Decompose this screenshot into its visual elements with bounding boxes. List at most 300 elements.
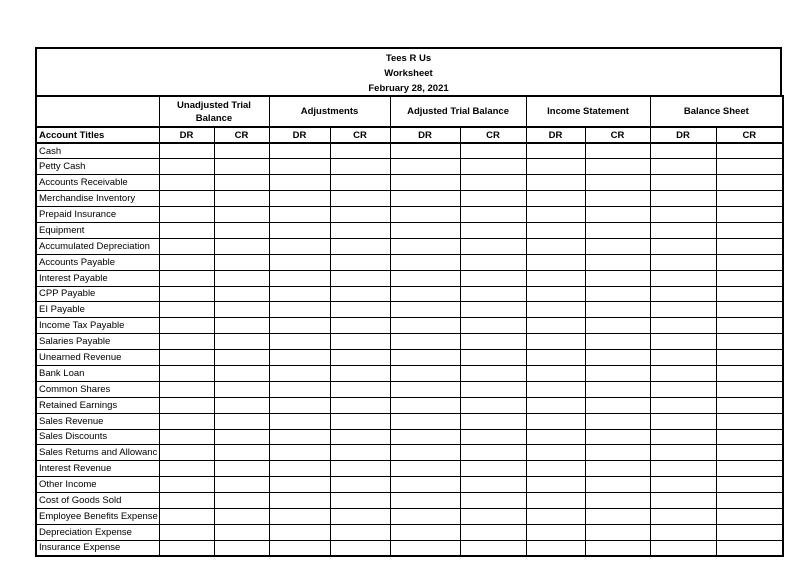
credit-cell[interactable] [214, 175, 269, 191]
account-title: Petty Cash [36, 159, 159, 175]
debit-cell[interactable] [390, 540, 460, 556]
credit-cell[interactable] [460, 286, 526, 302]
credit-cell[interactable] [585, 461, 650, 477]
credit-cell[interactable] [716, 222, 783, 238]
credit-cell[interactable] [716, 493, 783, 509]
debit-cell[interactable] [159, 540, 214, 556]
debit-cell[interactable] [650, 175, 716, 191]
credit-cell[interactable] [214, 477, 269, 493]
debit-cell[interactable] [526, 381, 585, 397]
account-title: Accounts Payable [36, 254, 159, 270]
credit-cell[interactable] [716, 175, 783, 191]
credit-cell[interactable] [330, 207, 390, 223]
credit-cell[interactable] [330, 540, 390, 556]
debit-cell[interactable] [269, 524, 330, 540]
debit-cell[interactable] [650, 286, 716, 302]
debit-cell[interactable] [159, 493, 214, 509]
debit-cell[interactable] [526, 191, 585, 207]
debit-cell[interactable] [390, 445, 460, 461]
debit-cell[interactable] [159, 413, 214, 429]
credit-cell[interactable] [716, 445, 783, 461]
credit-cell[interactable] [330, 286, 390, 302]
debit-cell[interactable] [159, 397, 214, 413]
debit-cell[interactable] [650, 238, 716, 254]
account-title: Other Income [36, 477, 159, 493]
debit-cell[interactable] [159, 175, 214, 191]
debit-cell[interactable] [269, 238, 330, 254]
debit-cell[interactable] [526, 175, 585, 191]
credit-cell[interactable] [460, 175, 526, 191]
credit-cell[interactable] [460, 461, 526, 477]
debit-cell[interactable] [526, 445, 585, 461]
credit-cell[interactable] [214, 429, 269, 445]
worksheet-table [35, 95, 784, 557]
debit-cell[interactable] [269, 493, 330, 509]
credit-cell[interactable] [716, 413, 783, 429]
credit-cell[interactable] [330, 397, 390, 413]
credit-cell[interactable] [460, 191, 526, 207]
debit-cell[interactable] [390, 381, 460, 397]
credit-cell[interactable] [716, 254, 783, 270]
debit-cell[interactable] [526, 334, 585, 350]
debit-cell[interactable] [269, 286, 330, 302]
account-row [36, 270, 783, 286]
credit-cell[interactable] [330, 254, 390, 270]
debit-cell[interactable] [269, 445, 330, 461]
debit-cell[interactable] [650, 477, 716, 493]
debit-cell[interactable] [526, 238, 585, 254]
debit-cell[interactable] [390, 350, 460, 366]
credit-cell[interactable] [716, 429, 783, 445]
debit-cell[interactable] [650, 413, 716, 429]
credit-cell[interactable] [330, 477, 390, 493]
credit-cell[interactable] [330, 508, 390, 524]
debit-header: DR [390, 127, 460, 143]
credit-cell[interactable] [330, 365, 390, 381]
debit-cell[interactable] [390, 207, 460, 223]
credit-cell[interactable] [585, 302, 650, 318]
debit-cell[interactable] [650, 524, 716, 540]
credit-cell[interactable] [214, 524, 269, 540]
debit-cell[interactable] [159, 318, 214, 334]
debit-cell[interactable] [650, 445, 716, 461]
credit-cell[interactable] [460, 350, 526, 366]
credit-cell[interactable] [716, 365, 783, 381]
debit-cell[interactable] [159, 222, 214, 238]
credit-cell[interactable] [460, 397, 526, 413]
debit-cell[interactable] [269, 334, 330, 350]
debit-cell[interactable] [650, 159, 716, 175]
credit-cell[interactable] [460, 365, 526, 381]
credit-cell[interactable] [460, 334, 526, 350]
credit-cell[interactable] [716, 334, 783, 350]
account-title: Insurance Expense [36, 540, 159, 556]
credit-cell[interactable] [330, 350, 390, 366]
account-row [36, 445, 783, 461]
debit-cell[interactable] [269, 477, 330, 493]
credit-cell[interactable] [716, 350, 783, 366]
debit-cell[interactable] [269, 365, 330, 381]
debit-cell[interactable] [526, 302, 585, 318]
credit-cell[interactable] [585, 397, 650, 413]
credit-cell[interactable] [330, 524, 390, 540]
debit-cell[interactable] [159, 238, 214, 254]
credit-cell[interactable] [716, 207, 783, 223]
credit-cell[interactable] [585, 493, 650, 509]
credit-cell[interactable] [585, 429, 650, 445]
debit-cell[interactable] [390, 477, 460, 493]
account-title: Prepaid Insurance [36, 207, 159, 223]
credit-cell[interactable] [460, 159, 526, 175]
debit-header: DR [159, 127, 214, 143]
debit-cell[interactable] [390, 334, 460, 350]
credit-cell[interactable] [460, 540, 526, 556]
debit-cell[interactable] [390, 270, 460, 286]
credit-cell[interactable] [585, 254, 650, 270]
debit-cell[interactable] [526, 461, 585, 477]
credit-cell[interactable] [716, 286, 783, 302]
debit-cell[interactable] [650, 508, 716, 524]
credit-cell[interactable] [585, 159, 650, 175]
debit-cell[interactable] [390, 143, 460, 159]
debit-cell[interactable] [390, 365, 460, 381]
credit-cell[interactable] [716, 270, 783, 286]
debit-cell[interactable] [390, 254, 460, 270]
debit-cell[interactable] [526, 207, 585, 223]
account-title: Income Tax Payable [36, 318, 159, 334]
credit-header: CR [585, 127, 650, 143]
account-row [36, 207, 783, 223]
credit-cell[interactable] [330, 318, 390, 334]
debit-cell[interactable] [650, 143, 716, 159]
debit-cell[interactable] [526, 508, 585, 524]
debit-cell[interactable] [269, 222, 330, 238]
debit-cell[interactable] [390, 524, 460, 540]
credit-header: CR [330, 127, 390, 143]
debit-cell[interactable] [526, 222, 585, 238]
credit-cell[interactable] [330, 238, 390, 254]
debit-cell[interactable] [650, 540, 716, 556]
credit-cell[interactable] [214, 350, 269, 366]
credit-cell[interactable] [585, 222, 650, 238]
account-row [36, 365, 783, 381]
credit-cell[interactable] [585, 143, 650, 159]
debit-cell[interactable] [390, 302, 460, 318]
debit-cell[interactable] [650, 429, 716, 445]
debit-cell[interactable] [159, 143, 214, 159]
debit-cell[interactable] [526, 413, 585, 429]
account-title: Sales Discounts [36, 429, 159, 445]
debit-cell[interactable] [390, 508, 460, 524]
debit-cell[interactable] [390, 222, 460, 238]
credit-cell[interactable] [460, 207, 526, 223]
account-row [36, 238, 783, 254]
debit-cell[interactable] [390, 493, 460, 509]
credit-cell[interactable] [214, 222, 269, 238]
group-balance-sheet: Balance Sheet [650, 96, 783, 127]
account-row [36, 524, 783, 540]
debit-cell[interactable] [526, 524, 585, 540]
credit-cell[interactable] [716, 508, 783, 524]
credit-cell[interactable] [585, 191, 650, 207]
debit-cell[interactable] [159, 302, 214, 318]
debit-cell[interactable] [159, 286, 214, 302]
debit-cell[interactable] [650, 302, 716, 318]
credit-cell[interactable] [716, 143, 783, 159]
debit-cell[interactable] [390, 286, 460, 302]
credit-cell[interactable] [716, 524, 783, 540]
debit-cell[interactable] [526, 159, 585, 175]
credit-cell[interactable] [585, 318, 650, 334]
debit-cell[interactable] [159, 254, 214, 270]
credit-cell[interactable] [330, 191, 390, 207]
credit-cell[interactable] [214, 254, 269, 270]
debit-cell[interactable] [159, 350, 214, 366]
debit-cell[interactable] [269, 429, 330, 445]
debit-cell[interactable] [269, 508, 330, 524]
debit-cell[interactable] [269, 302, 330, 318]
credit-cell[interactable] [330, 143, 390, 159]
credit-cell[interactable] [460, 413, 526, 429]
credit-cell[interactable] [716, 318, 783, 334]
account-row [36, 461, 783, 477]
credit-cell[interactable] [460, 143, 526, 159]
debit-cell[interactable] [159, 191, 214, 207]
debit-cell[interactable] [650, 191, 716, 207]
credit-cell[interactable] [330, 222, 390, 238]
debit-cell[interactable] [650, 207, 716, 223]
debit-cell[interactable] [650, 381, 716, 397]
debit-cell[interactable] [526, 270, 585, 286]
credit-cell[interactable] [585, 381, 650, 397]
credit-cell[interactable] [716, 191, 783, 207]
credit-cell[interactable] [214, 493, 269, 509]
account-title: Bank Loan [36, 365, 159, 381]
debit-cell[interactable] [390, 461, 460, 477]
credit-cell[interactable] [214, 365, 269, 381]
credit-cell[interactable] [716, 397, 783, 413]
account-title: EI Payable [36, 302, 159, 318]
credit-cell[interactable] [214, 238, 269, 254]
credit-cell[interactable] [214, 334, 269, 350]
credit-cell[interactable] [214, 191, 269, 207]
debit-cell[interactable] [390, 175, 460, 191]
debit-cell[interactable] [269, 191, 330, 207]
debit-cell[interactable] [526, 143, 585, 159]
credit-cell[interactable] [330, 334, 390, 350]
debit-cell[interactable] [269, 254, 330, 270]
credit-cell[interactable] [585, 207, 650, 223]
credit-cell[interactable] [214, 302, 269, 318]
account-titles-header: Account Titles [36, 127, 159, 143]
credit-cell[interactable] [585, 477, 650, 493]
debit-cell[interactable] [159, 477, 214, 493]
debit-cell[interactable] [159, 270, 214, 286]
credit-header: CR [716, 127, 783, 143]
credit-cell[interactable] [460, 270, 526, 286]
credit-cell[interactable] [330, 175, 390, 191]
credit-cell[interactable] [330, 381, 390, 397]
debit-cell[interactable] [526, 350, 585, 366]
debit-cell[interactable] [269, 270, 330, 286]
credit-cell[interactable] [214, 381, 269, 397]
debit-cell[interactable] [159, 365, 214, 381]
credit-cell[interactable] [214, 413, 269, 429]
debit-cell[interactable] [390, 397, 460, 413]
account-title: Cost of Goods Sold [36, 493, 159, 509]
debit-cell[interactable] [390, 413, 460, 429]
credit-cell[interactable] [460, 493, 526, 509]
credit-cell[interactable] [716, 302, 783, 318]
credit-cell[interactable] [585, 445, 650, 461]
credit-cell[interactable] [460, 445, 526, 461]
credit-cell[interactable] [214, 540, 269, 556]
debit-cell[interactable] [650, 270, 716, 286]
credit-cell[interactable] [330, 445, 390, 461]
debit-cell[interactable] [159, 445, 214, 461]
credit-cell[interactable] [585, 334, 650, 350]
credit-cell[interactable] [460, 381, 526, 397]
credit-cell[interactable] [460, 508, 526, 524]
debit-cell[interactable] [390, 429, 460, 445]
debit-cell[interactable] [526, 397, 585, 413]
account-titles-spacer [36, 96, 159, 127]
credit-cell[interactable] [214, 286, 269, 302]
debit-cell[interactable] [269, 143, 330, 159]
account-row [36, 334, 783, 350]
debit-cell[interactable] [269, 159, 330, 175]
credit-cell[interactable] [460, 524, 526, 540]
credit-cell[interactable] [716, 159, 783, 175]
debit-cell[interactable] [526, 318, 585, 334]
debit-cell[interactable] [526, 540, 585, 556]
debit-cell[interactable] [269, 540, 330, 556]
debit-cell[interactable] [269, 397, 330, 413]
credit-cell[interactable] [330, 302, 390, 318]
credit-cell[interactable] [330, 413, 390, 429]
debit-cell[interactable] [650, 334, 716, 350]
credit-cell[interactable] [585, 413, 650, 429]
account-row [36, 350, 783, 366]
credit-cell[interactable] [214, 508, 269, 524]
debit-cell[interactable] [159, 524, 214, 540]
debit-cell[interactable] [269, 207, 330, 223]
debit-cell[interactable] [159, 508, 214, 524]
credit-cell[interactable] [214, 318, 269, 334]
debit-cell[interactable] [526, 429, 585, 445]
debit-cell[interactable] [269, 318, 330, 334]
debit-cell[interactable] [650, 318, 716, 334]
credit-cell[interactable] [330, 493, 390, 509]
group-unadjusted-trial-balance: Unadjusted Trial Balance [159, 96, 269, 127]
credit-cell[interactable] [716, 238, 783, 254]
credit-cell[interactable] [716, 540, 783, 556]
account-title: Interest Payable [36, 270, 159, 286]
credit-cell[interactable] [330, 461, 390, 477]
debit-cell[interactable] [526, 286, 585, 302]
credit-cell[interactable] [460, 302, 526, 318]
credit-cell[interactable] [214, 397, 269, 413]
credit-cell[interactable] [716, 461, 783, 477]
account-title: Sales Returns and Allowanc [36, 445, 159, 461]
credit-cell[interactable] [585, 540, 650, 556]
debit-cell[interactable] [650, 461, 716, 477]
debit-cell[interactable] [650, 397, 716, 413]
debit-cell[interactable] [390, 238, 460, 254]
credit-cell[interactable] [716, 381, 783, 397]
debit-cell[interactable] [269, 350, 330, 366]
credit-cell[interactable] [716, 477, 783, 493]
group-adjustments: Adjustments [269, 96, 390, 127]
account-title: Sales Revenue [36, 413, 159, 429]
debit-cell[interactable] [650, 493, 716, 509]
debit-cell[interactable] [269, 381, 330, 397]
account-row [36, 429, 783, 445]
company-name: Tees R Us [385, 53, 432, 64]
debit-cell[interactable] [269, 461, 330, 477]
credit-cell[interactable] [214, 207, 269, 223]
credit-cell[interactable] [460, 318, 526, 334]
debit-cell[interactable] [650, 254, 716, 270]
debit-cell[interactable] [526, 254, 585, 270]
debit-cell[interactable] [650, 365, 716, 381]
credit-cell[interactable] [585, 350, 650, 366]
debit-cell[interactable] [159, 429, 214, 445]
credit-cell[interactable] [585, 175, 650, 191]
credit-cell[interactable] [460, 222, 526, 238]
debit-cell[interactable] [159, 461, 214, 477]
credit-cell[interactable] [214, 159, 269, 175]
account-row [36, 540, 783, 556]
debit-cell[interactable] [269, 413, 330, 429]
credit-cell[interactable] [330, 429, 390, 445]
credit-cell[interactable] [585, 365, 650, 381]
debit-cell[interactable] [526, 477, 585, 493]
credit-cell[interactable] [585, 270, 650, 286]
debit-cell[interactable] [269, 175, 330, 191]
credit-cell[interactable] [460, 254, 526, 270]
credit-cell[interactable] [214, 461, 269, 477]
worksheet-title-block [35, 47, 782, 95]
credit-cell[interactable] [330, 270, 390, 286]
credit-cell[interactable] [214, 445, 269, 461]
debit-cell[interactable] [159, 334, 214, 350]
credit-cell[interactable] [585, 524, 650, 540]
debit-cell[interactable] [159, 381, 214, 397]
credit-cell[interactable] [214, 270, 269, 286]
debit-cell[interactable] [390, 191, 460, 207]
credit-cell[interactable] [585, 286, 650, 302]
credit-cell[interactable] [585, 238, 650, 254]
debit-header: DR [269, 127, 330, 143]
credit-cell[interactable] [460, 238, 526, 254]
debit-cell[interactable] [390, 159, 460, 175]
debit-cell[interactable] [159, 207, 214, 223]
credit-cell[interactable] [460, 477, 526, 493]
debit-cell[interactable] [526, 493, 585, 509]
debit-cell[interactable] [526, 365, 585, 381]
debit-cell[interactable] [650, 222, 716, 238]
account-row [36, 175, 783, 191]
account-row [36, 302, 783, 318]
credit-cell[interactable] [585, 508, 650, 524]
debit-cell[interactable] [159, 159, 214, 175]
credit-cell[interactable] [330, 159, 390, 175]
debit-cell[interactable] [650, 350, 716, 366]
credit-cell[interactable] [214, 143, 269, 159]
debit-cell[interactable] [390, 318, 460, 334]
credit-cell[interactable] [460, 429, 526, 445]
